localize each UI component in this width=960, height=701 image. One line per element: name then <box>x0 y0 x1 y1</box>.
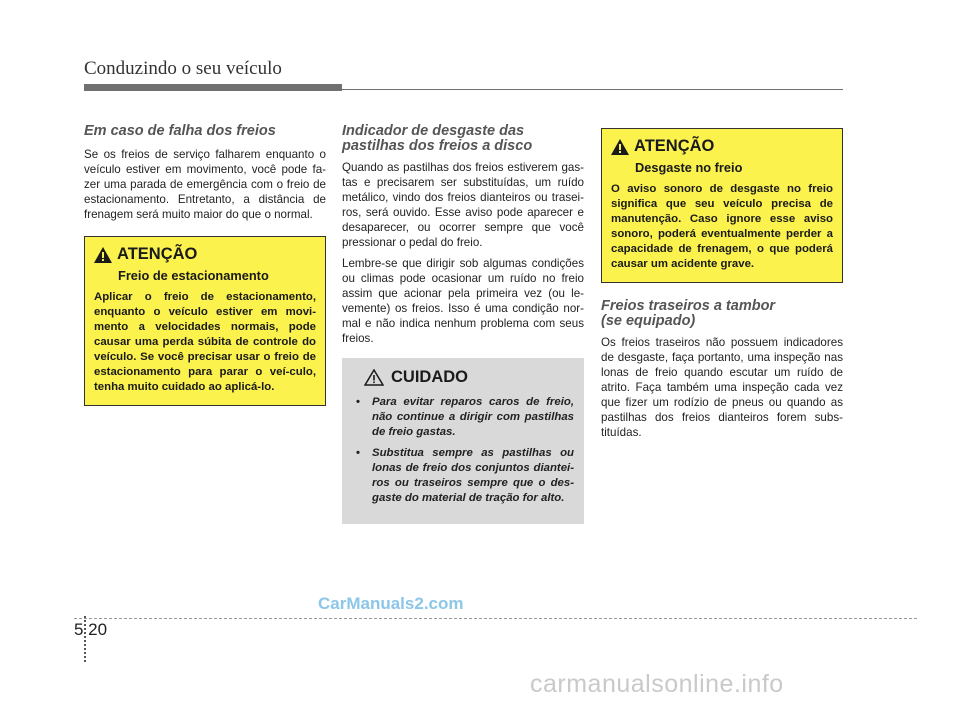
warning-subtitle: Freio de estacionamento <box>118 268 269 283</box>
list-item-text: Para evitar reparos caros de freio, não continue a dirigir com pastilhas de freio gastas. <box>372 396 574 438</box>
caution-header <box>352 368 574 387</box>
pad-wear-paragraph-2: Lembre-se que dirigir sob algumas condições ou climas pode ocasionar um ruído no freio assim que acionar pela primeira vez (ou le-vemente) os freios. Isso é uma condição nor-mal e não indica nenhum problema com seus freios. <box>342 257 584 345</box>
caution-title: CUIDADO <box>391 368 468 386</box>
list-item: • Para evitar reparos caros de freio, não continue a dirigir com pastilhas de freio gastas. <box>356 396 574 438</box>
heading-line: Freios traseiros a tambor <box>601 298 776 314</box>
caution-list <box>352 395 574 506</box>
warning-text: Aplicar o freio de estacionamento, enquanto o veículo estiver em movi-mento a velocidades normais, pode causar uma perda súbita de controle do veículo. Se você precisar usar o freio de estacionamento para parar o veí-culo, tenha muito cuidado ao aplicá-lo. <box>94 291 316 393</box>
heading-line: Indicador de desgaste das <box>342 123 525 139</box>
section-heading-drum-brakes <box>601 299 843 329</box>
warning-title: ATENÇÃO <box>117 245 198 263</box>
caution-triangle-icon <box>364 369 384 386</box>
left-column <box>84 124 326 406</box>
warning-triangle-icon <box>94 247 112 263</box>
header-rule-thick <box>84 84 342 91</box>
drum-brakes-paragraph: Os freios traseiros não possuem indicadores de desgaste, faça portanto, uma inspeção nas lonas de freio quando escutar um ruído de atrito. Faça também uma inspeção cada vez que fizer um rodízio de pneus ou quando as pastilhas dos freios dianteiros forem subs-tituídas. <box>601 336 843 439</box>
right-column <box>601 128 843 446</box>
section-heading-brake-failure: Em caso de falha dos freios <box>84 123 276 139</box>
pad-wear-paragraph-1: Quando as pastilhas dos freios estiverem gas-tas e precisarem ser substituídas, um ruído metálico, vindo dos freios dianteiros ou trasei-ros, será ouvido. Esse aviso pode aparecer e desaparecer, ou ocorrer sempre que você pressionar o pedal do freio. <box>342 161 584 249</box>
watermark-bottom: carmanualsonline.info <box>530 670 784 698</box>
warning-header <box>94 245 316 264</box>
warning-box-parking-brake <box>84 236 326 406</box>
page-number: 5 20 <box>74 620 108 639</box>
heading-line: pastilhas dos freios a disco <box>342 138 533 154</box>
section-heading-pad-wear-indicator <box>342 124 584 154</box>
warning-subtitle: Desgaste no freio <box>635 160 743 175</box>
warning-triangle-icon <box>611 139 629 155</box>
brake-failure-paragraph: Se os freios de serviço falharem enquanto o veículo estiver em movimento, você pode fa-zer uma parada de emergência com o freio de estacionamento. Entretanto, a distância de frenagem será muito maior do que o normal. <box>84 148 326 221</box>
warning-text: O aviso sonoro de desgaste no freio significa que seu veículo precisa de manutenção. Caso ignore esse aviso sonoro, poderá eventualmente perder a capacidade de frenagem, o que poderá causar um acidente grave. <box>611 183 833 270</box>
caution-box <box>342 358 584 524</box>
heading-line: (se equipado) <box>601 313 696 329</box>
warning-box-brake-wear <box>601 128 843 283</box>
middle-column <box>342 124 584 524</box>
list-item: • Substitua sempre as pastilhas ou lonas de freio dos conjuntos diantei-ros ou traseiros sempre que o des-gaste do material de tração for alto. <box>356 447 574 504</box>
footer-rule <box>74 618 917 619</box>
warning-title: ATENÇÃO <box>634 137 715 155</box>
header-rule-thin <box>342 89 843 90</box>
list-item-text: Substitua sempre as pastilhas ou lonas de freio dos conjuntos diantei-ros ou traseiros sempre que o des-gaste do material de tração for alto. <box>372 447 574 504</box>
warning-header <box>611 137 833 156</box>
page-header-title: Conduzindo o seu veículo <box>84 58 282 79</box>
watermark-top: CarManuals2.com <box>318 594 464 613</box>
